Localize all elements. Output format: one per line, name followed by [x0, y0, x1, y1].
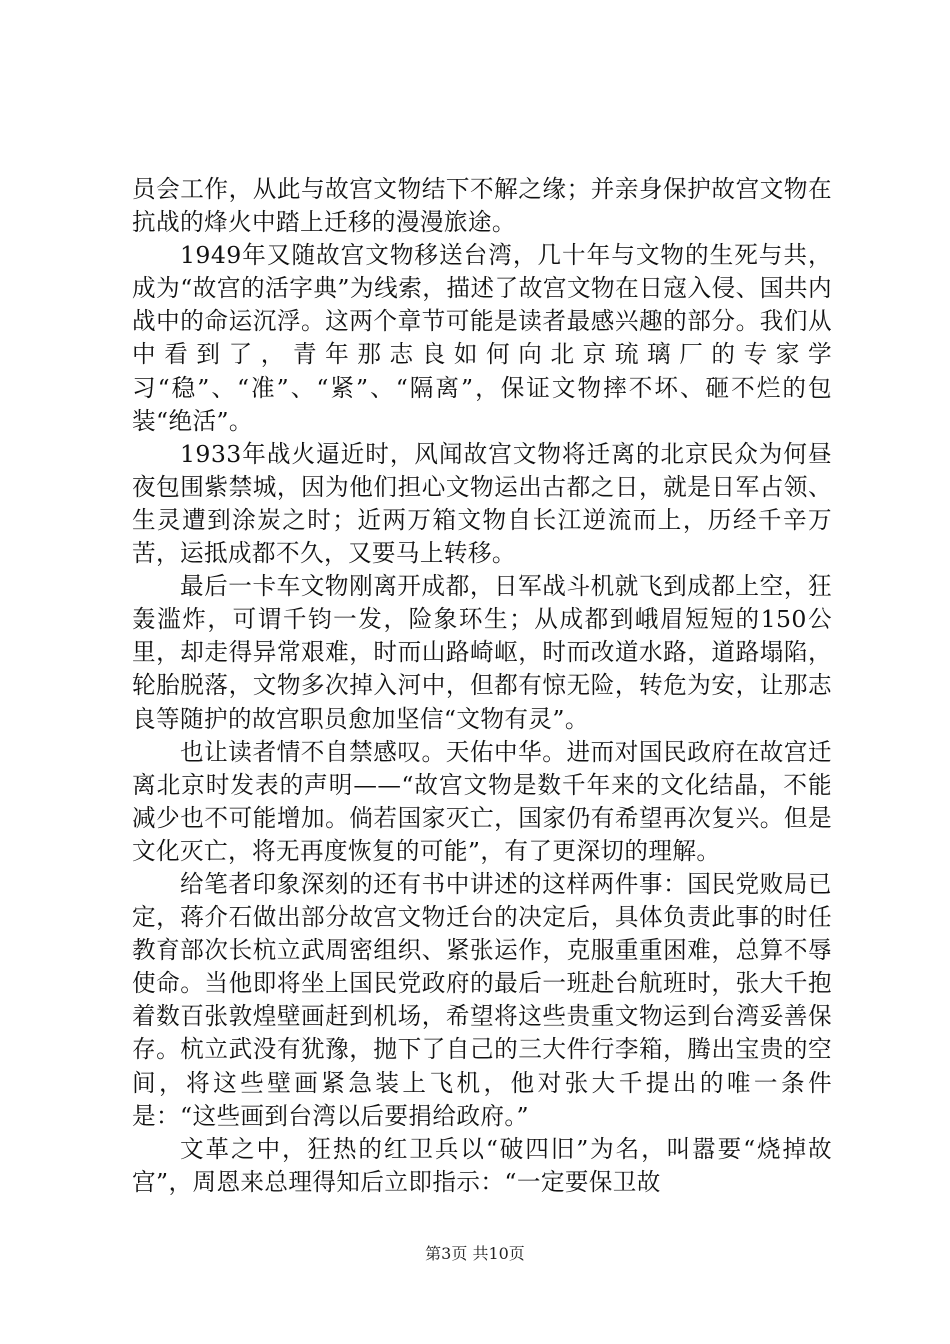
- paragraph: 1949年又随故宫文物移送台湾，几十年与文物的生死与共，成为“故宫的活字典”为线索，描述了故宫文物在日寇入侵、国共内战中的命运沉浮。这两个章节可能是读者最感兴趣的部分。我们从中看到了，青年那志良如何向北京琉璃厂的专家学习“稳”、“准”、“紧”、“隔离”，保证文物摔不坏、砸不烂的包装“绝活”。: [132, 241, 832, 435]
- paragraph: 文革之中，狂热的红卫兵以“破四旧”为名，叫嚣要“烧掉故宫”，周恩来总理得知后立即指示：“一定要保卫故: [132, 1134, 832, 1196]
- body-text: [132, 173, 832, 1199]
- paragraph: 最后一卡车文物刚离开成都，日军战斗机就飞到成都上空，狂轰滥炸，可谓千钧一发，险象环生；从成都到峨眉短短的150公里，却走得异常艰难，时而山路崎岖，时而改道水路，道路塌陷，轮胎脱落，文物多次掉入河中，但都有惊无险，转危为安，让那志良等随护的故宫职员愈加坚信“文物有灵”。: [132, 572, 832, 733]
- paragraph-continued: 员会工作，从此与故宫文物结下不解之缘；并亲身保护故宫文物在抗战的烽火中踏上迁移的漫漫旅途。: [132, 175, 832, 237]
- paragraph: 给笔者印象深刻的还有书中讲述的这样两件事：国民党败局已定，蒋介石做出部分故宫文物迁台的决定后，具体负责此事的时任教育部次长杭立武周密组织、紧张运作，克服重重困难，总算不辱使命。当他即将坐上国民党政府的最后一班赴台航班时，张大千抱着数百张敦煌壁画赶到机场，希望将这些贵重文物运到台湾妥善保存。杭立武没有犹豫，抛下了自己的三大件行李箱，腾出宝贵的空间，将这些壁画紧急装上飞机，他对张大千提出的唯一条件是：“这些画到台湾以后要捐给政府。”: [132, 869, 832, 1130]
- page-number-footer: 第3页 共10页: [425, 1244, 525, 1263]
- paragraph: 1933年战火逼近时，风闻故宫文物将迁离的北京民众为何昼夜包围紫禁城，因为他们担心文物运出古都之日，就是日军占领、生灵遭到涂炭之时；近两万箱文物自长江逆流而上，历经千辛万苦，运抵成都不久，又要马上转移。: [132, 439, 832, 568]
- paragraph: 也让读者情不自禁感叹。天佑中华。进而对国民政府在故宫迁离北京时发表的声明——“故宫文物是数千年来的文化结晶，不能减少也不可能增加。倘若国家灭亡，国家仍有希望再次复兴。但是文化灭亡，将无再度恢复的可能”，有了更深切的理解。: [132, 737, 832, 865]
